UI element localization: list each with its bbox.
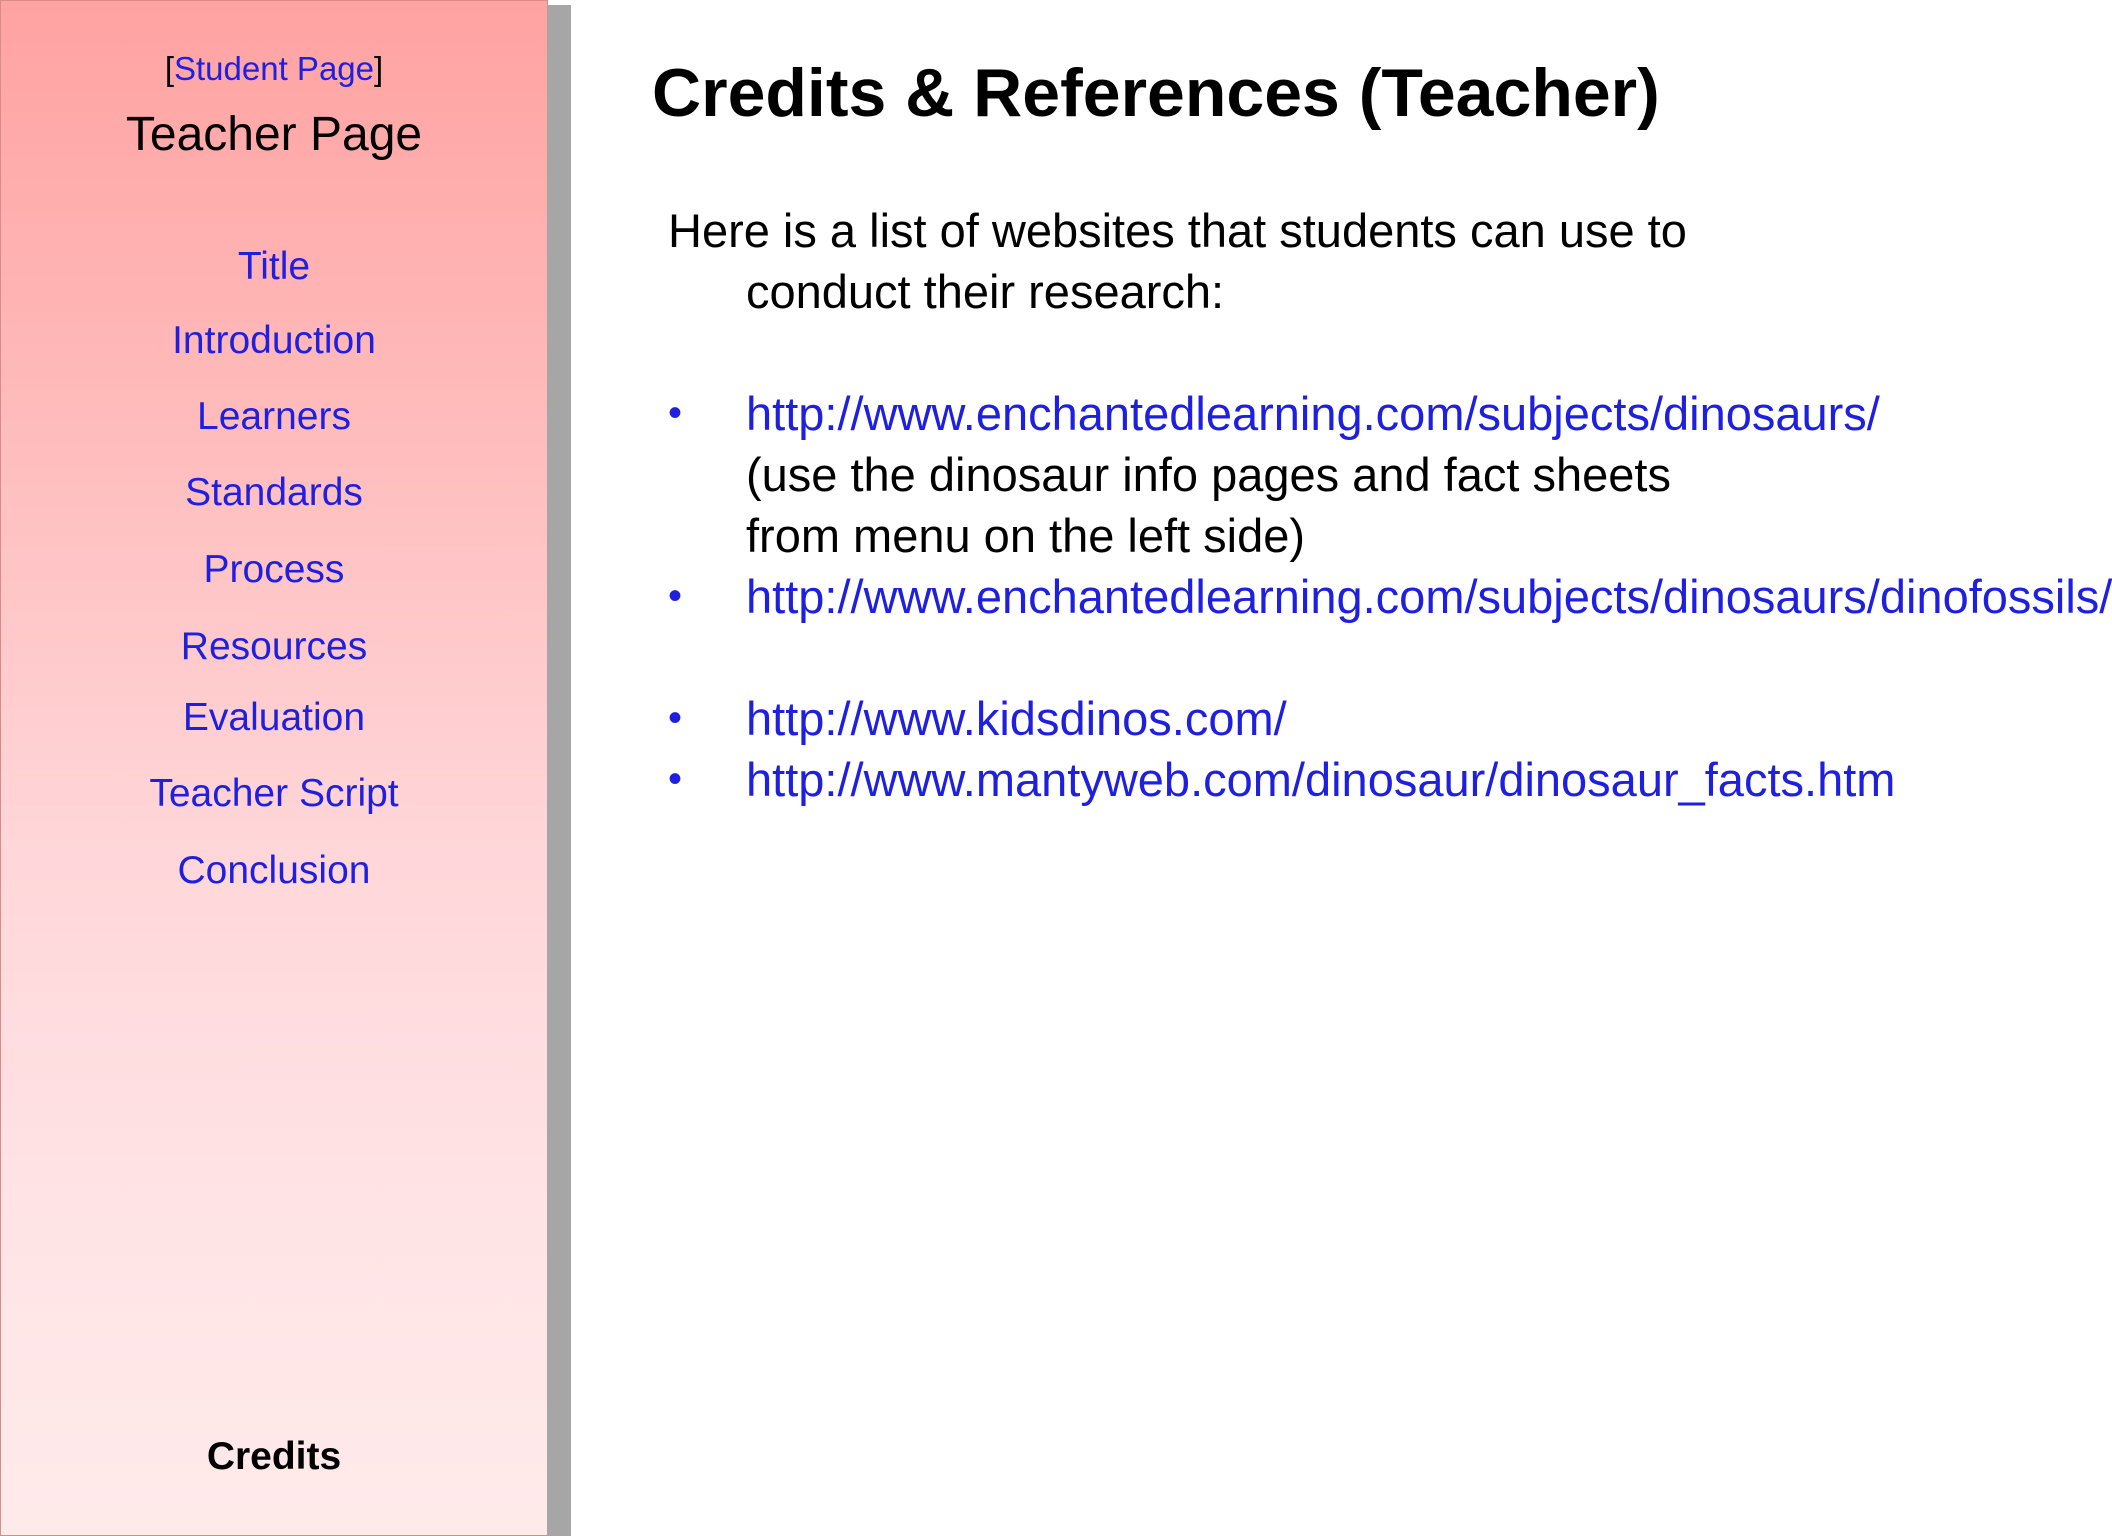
- resource-link[interactable]: http://www.enchantedlearning.com/subjects/dinosaurs/: [746, 387, 1880, 440]
- bullet-icon: •: [668, 574, 683, 618]
- sidebar-item-conclusion[interactable]: Conclusion: [177, 849, 371, 892]
- sidebar-item-credits-current: Credits: [206, 1435, 342, 1478]
- resource-note-line: (use the dinosaur info pages and fact sheets: [746, 448, 1671, 501]
- sidebar-item-teacher-script[interactable]: Teacher Script: [149, 772, 399, 815]
- teacher-page-label: Teacher Page: [125, 108, 423, 161]
- sidebar-item-introduction[interactable]: Introduction: [172, 319, 376, 362]
- bracket-close: ]: [374, 50, 384, 87]
- sidebar-item-standards[interactable]: Standards: [185, 471, 363, 514]
- sidebar-shadow: [547, 5, 571, 1536]
- sidebar-item-process[interactable]: Process: [203, 548, 345, 591]
- bullet-icon: •: [668, 696, 683, 740]
- list-item: [668, 383, 1880, 444]
- intro-text: Here is a list of websites that students can use to conduct their research:: [668, 204, 1687, 318]
- sidebar-nav: [0, 0, 548, 1536]
- student-page-link-row: [1, 49, 547, 89]
- sidebar-item-learners[interactable]: Learners: [197, 395, 351, 438]
- list-item: [668, 749, 1896, 810]
- content-body: [668, 200, 2112, 810]
- spacer: [668, 322, 1808, 383]
- spacer: [668, 627, 1808, 688]
- sidebar-item-title[interactable]: Title: [237, 245, 311, 288]
- resource-note-line: from menu on the left side): [746, 509, 1306, 562]
- resource-link[interactable]: http://www.mantyweb.com/dinosaur/dinosaur_facts.htm: [746, 753, 1896, 806]
- list-item: [668, 688, 1808, 749]
- resource-link[interactable]: http://www.kidsdinos.com/: [746, 692, 1287, 745]
- bullet-icon: •: [668, 757, 683, 801]
- page-title: Credits & References (Teacher): [652, 55, 1660, 131]
- student-page-link[interactable]: Student Page: [174, 50, 374, 87]
- resource-link[interactable]: http://www.enchantedlearning.com/subjects/dinosaurs/dinofossils/: [746, 570, 2112, 623]
- bracket-open: [: [164, 50, 174, 87]
- bullet-icon: •: [668, 391, 683, 435]
- sidebar-item-evaluation[interactable]: Evaluation: [182, 696, 366, 739]
- sidebar-item-resources[interactable]: Resources: [180, 625, 368, 668]
- list-item: [668, 566, 2112, 627]
